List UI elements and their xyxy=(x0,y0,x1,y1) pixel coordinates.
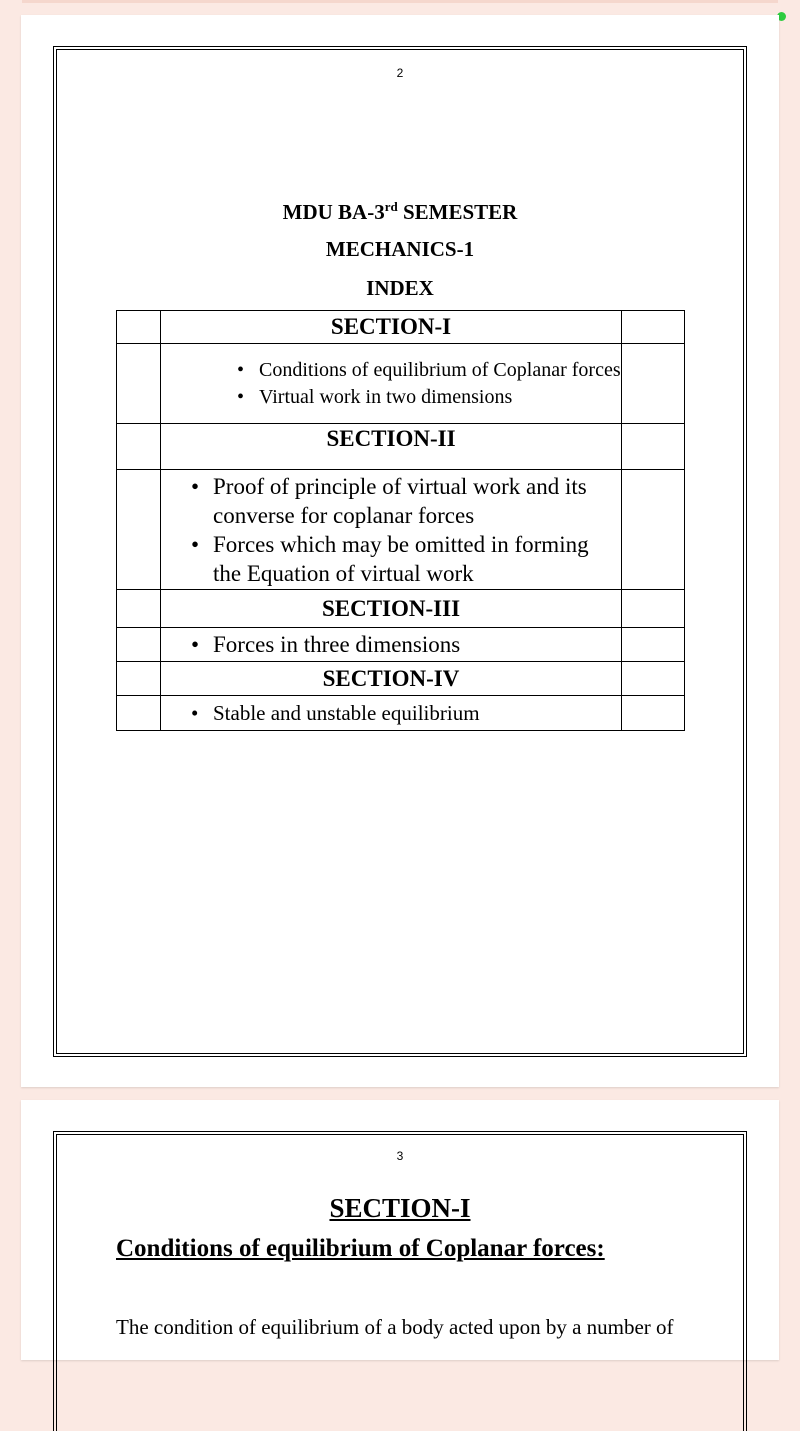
course-title-suffix: SEMESTER xyxy=(397,200,518,224)
page-border xyxy=(53,46,747,1057)
topic-list xyxy=(161,629,621,660)
topic-heading: Conditions of equilibrium of Coplanar forces: xyxy=(116,1235,605,1262)
table-row xyxy=(117,424,685,470)
page-number: 2 xyxy=(396,66,404,80)
list-item: • Proof of principle of virtual work and its converse for coplanar forces xyxy=(213,472,621,530)
table-row xyxy=(117,311,685,344)
page-number: 3 xyxy=(396,1149,404,1163)
table-row xyxy=(117,590,685,628)
section-heading: SECTION-I xyxy=(161,311,622,344)
page-border xyxy=(53,1131,747,1431)
top-edge xyxy=(22,0,778,3)
list-item: • Conditions of equilibrium of Coplanar forces xyxy=(259,357,621,384)
course-title-superscript: rd xyxy=(384,199,398,214)
table-row xyxy=(117,662,685,696)
table-row xyxy=(117,344,685,424)
section-heading: SECTION-II xyxy=(161,424,622,470)
index-table xyxy=(116,310,685,731)
index-title: INDEX xyxy=(366,276,434,300)
course-title-prefix: MDU BA-3 xyxy=(282,200,385,224)
topic-list xyxy=(161,698,621,729)
list-item: • Forces which may be omitted in forming the Equation of virtual work xyxy=(213,530,621,588)
section-heading: SECTION-I xyxy=(329,1193,471,1223)
topic-list xyxy=(161,472,621,588)
list-item: • Forces in three dimensions xyxy=(213,629,621,660)
section-heading: SECTION-IV xyxy=(161,662,622,696)
subject-title: MECHANICS-1 xyxy=(325,237,475,261)
table-row xyxy=(117,696,685,731)
list-item: • Virtual work in two dimensions xyxy=(259,384,621,411)
course-title xyxy=(57,200,743,225)
document-page-3 xyxy=(21,1100,779,1360)
section-heading: SECTION-III xyxy=(161,590,622,628)
list-item: • Stable and unstable equilibrium xyxy=(213,698,621,729)
body-text: The condition of equilibrium of a body acted upon by a number of xyxy=(116,1315,674,1339)
table-row xyxy=(117,628,685,662)
table-row xyxy=(117,470,685,590)
document-page-2 xyxy=(21,15,779,1087)
topic-list xyxy=(161,357,621,411)
